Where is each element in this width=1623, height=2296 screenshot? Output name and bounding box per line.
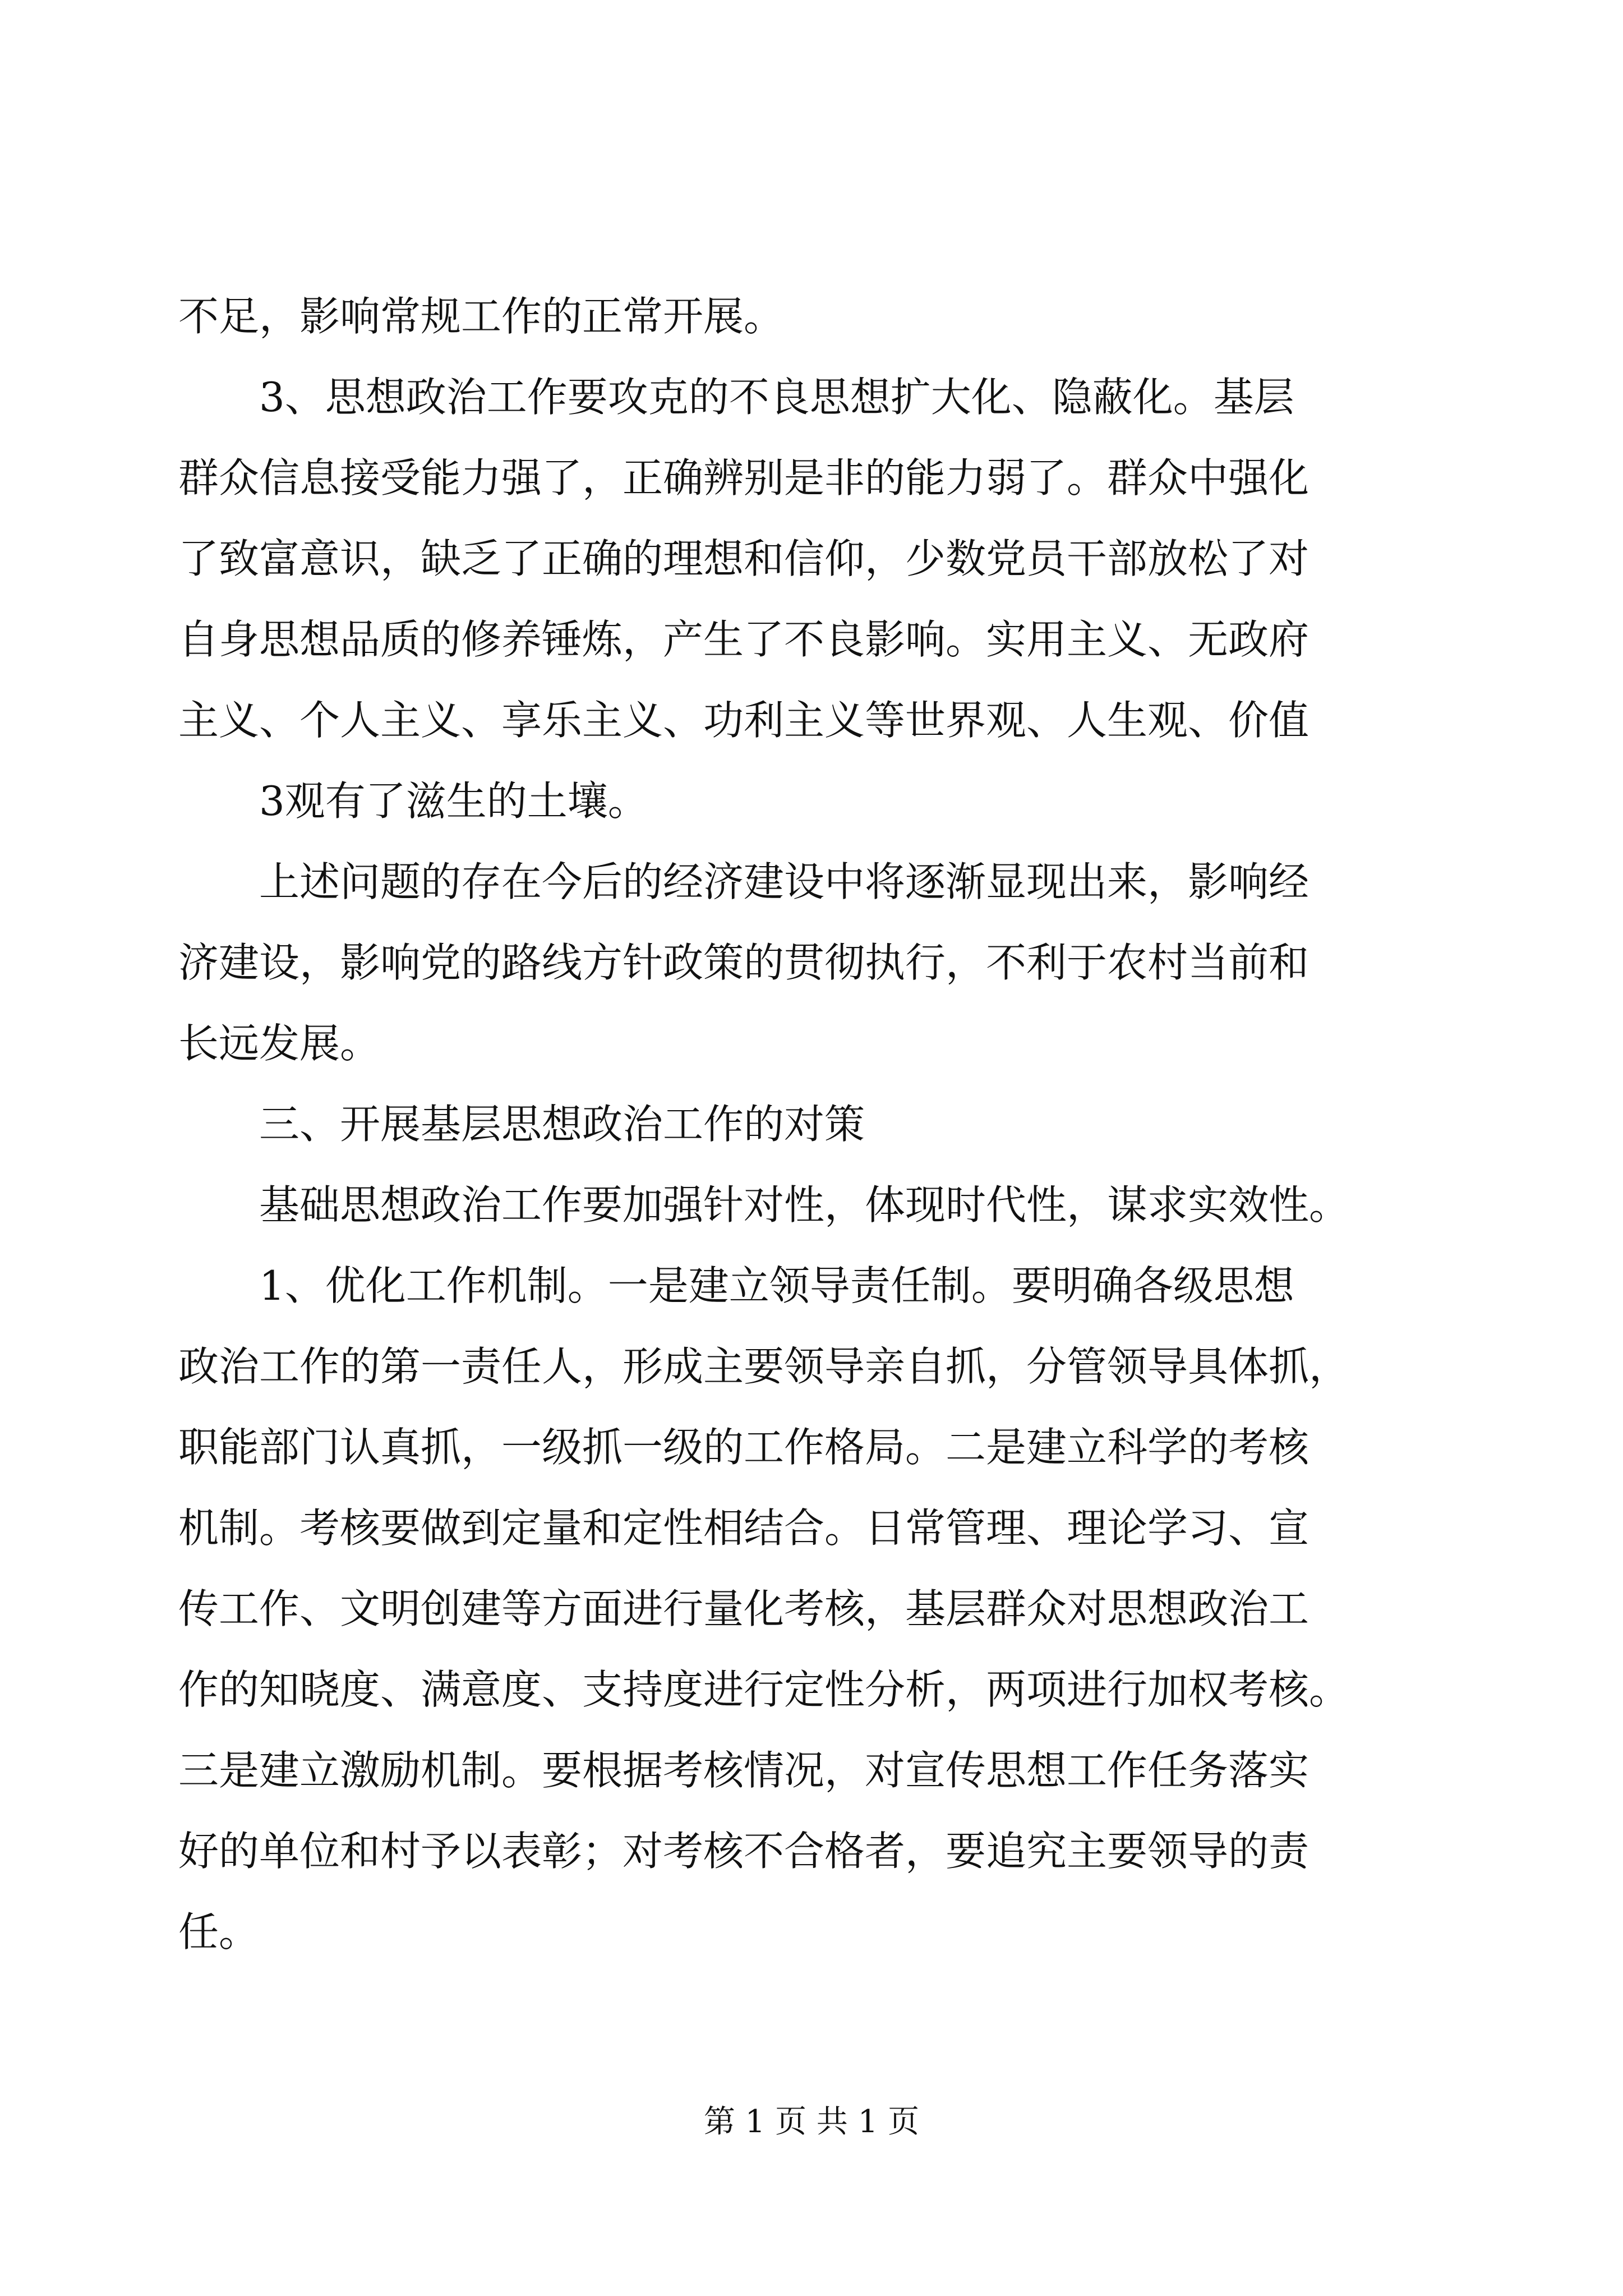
text-line: 基础思想政治工作要加强针对性，体现时代性，谋求实效性。	[259, 1181, 1350, 1228]
text-line: 传工作、文明创建等方面进行量化考核，基层群众对思想政治工	[178, 1585, 1310, 1632]
text-line: 作的知晓度、满意度、支持度进行定性分析，两项进行加权考核。	[178, 1666, 1350, 1713]
text-line: 主义、个人主义、享乐主义、功利主义等世界观、人生观、价值	[178, 697, 1310, 744]
text-line: 3、思想政治工作要攻克的不良思想扩大化、隐蔽化。基层	[259, 374, 1294, 421]
text-line: 好的单位和村予以表彰；对考核不合格者，要追究主要领导的责	[178, 1828, 1310, 1875]
text-line: 上述问题的存在今后的经济建设中将逐渐显现出来，影响经	[259, 858, 1310, 905]
text-line: 3观有了滋生的土壤。	[259, 777, 648, 825]
text-line: 机制。考核要做到定量和定性相结合。日常管理、理论学习、宣	[178, 1504, 1310, 1552]
text-line: 济建设，影响党的路线方针政策的贯彻执行，不利于农村当前和	[178, 939, 1310, 986]
text-line: 自身思想品质的修养锤炼，产生了不良影响。实用主义、无政府	[178, 616, 1310, 663]
text-line: 群众信息接受能力强了，正确辨别是非的能力弱了。群众中强化	[178, 454, 1310, 501]
section-heading: 三、开展基层思想政治工作的对策	[259, 1101, 865, 1148]
text-line: 了致富意识，缺乏了正确的理想和信仰，少数党员干部放松了对	[178, 535, 1310, 582]
text-line: 1、优化工作机制。一是建立领导责任制。要明确各级思想	[259, 1262, 1294, 1309]
text-line: 三是建立激励机制。要根据考核情况，对宣传思想工作任务落实	[178, 1747, 1310, 1794]
document-body	[178, 276, 1423, 1972]
text-line: 不足，影响常规工作的正常开展。	[178, 293, 785, 340]
page-number-footer: 第 1 页 共 1 页	[703, 2104, 920, 2140]
text-line: 政治工作的第一责任人，形成主要领导亲自抓，分管领导具体抓，	[178, 1343, 1350, 1390]
text-line: 任。	[178, 1908, 260, 1955]
text-line: 职能部门认真抓，一级抓一级的工作格局。二是建立科学的考核	[178, 1424, 1310, 1471]
text-line: 长远发展。	[178, 1020, 381, 1067]
